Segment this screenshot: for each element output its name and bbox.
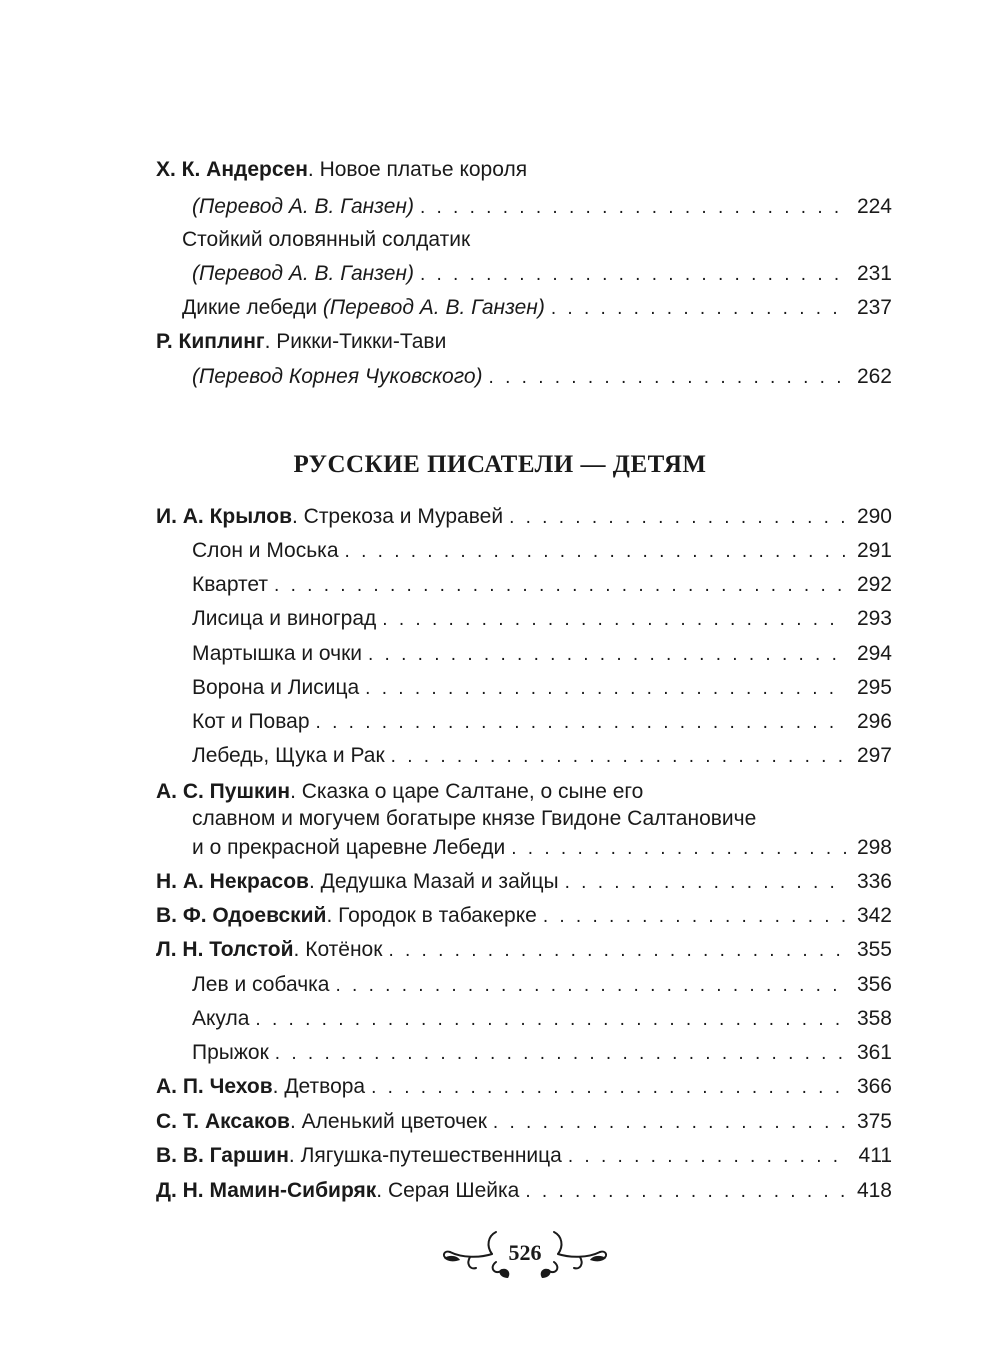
toc-page: 375 xyxy=(856,1110,892,1133)
toc-entry xyxy=(192,362,892,393)
toc-entry xyxy=(156,867,892,898)
toc-entry xyxy=(156,1141,892,1172)
leader-dots xyxy=(509,503,846,533)
toc-author: Н. А. Некрасов xyxy=(156,870,309,893)
toc-author: В. Ф. Одоевский xyxy=(156,904,327,927)
toc-author: Х. К. Андерсен xyxy=(156,158,308,181)
toc-title: . Серая Шейка xyxy=(376,1179,520,1202)
toc-entry xyxy=(192,804,892,834)
toc-author: С. Т. Аксаков xyxy=(156,1110,290,1133)
toc-entry xyxy=(156,327,896,357)
toc-entry xyxy=(182,293,892,324)
toc-author: Д. Н. Мамин-Сибиряк xyxy=(156,1179,377,1202)
page-number: 526 xyxy=(508,1240,542,1265)
leader-dots xyxy=(274,571,846,601)
toc-title: Стойкий оловянный солдатик xyxy=(182,228,471,251)
leader-dots xyxy=(345,537,846,567)
toc-page: 262 xyxy=(856,365,892,388)
toc-title: . Лягушка-путешественница xyxy=(288,1144,562,1167)
toc-entry xyxy=(192,639,892,670)
toc-title: Прыжок xyxy=(192,1041,269,1064)
leader-dots xyxy=(371,1073,846,1103)
toc-title: . Сказка о царе Салтане, о сыне его xyxy=(290,780,644,803)
toc-entry xyxy=(192,536,892,567)
toc-translation: (Перевод А. В. Ганзен) xyxy=(322,296,545,319)
toc-entry xyxy=(192,741,892,772)
leader-dots xyxy=(391,742,846,772)
toc-entry xyxy=(156,777,892,807)
toc-page: 298 xyxy=(856,836,892,859)
toc-title: Квартет xyxy=(192,573,269,596)
toc-entry xyxy=(156,935,892,966)
toc-page: 237 xyxy=(856,296,892,319)
toc-entry xyxy=(192,259,892,290)
toc-page: 224 xyxy=(856,195,892,218)
leader-dots xyxy=(511,834,846,864)
leader-dots xyxy=(420,193,846,223)
toc-entry xyxy=(156,901,892,932)
page-number-ornament xyxy=(440,1224,610,1288)
toc-entry xyxy=(192,970,892,1001)
toc-title: Лисица и виноград xyxy=(192,607,377,630)
toc-translation: (Перевод А. В. Ганзен) xyxy=(192,195,414,218)
toc-title: . Рикки-Тикки-Тави xyxy=(264,330,447,353)
toc-title: . Котёнок xyxy=(293,938,383,961)
toc-title: Лебедь, Щука и Рак xyxy=(192,744,385,767)
toc-page: 411 xyxy=(858,1144,892,1167)
toc-title: . Детвора xyxy=(272,1075,366,1098)
toc-entry xyxy=(192,1038,892,1069)
toc-page: 361 xyxy=(856,1041,892,1064)
toc-entry xyxy=(156,155,896,185)
leader-dots xyxy=(316,708,846,738)
leader-dots xyxy=(543,902,846,932)
toc-page: 296 xyxy=(856,710,892,733)
toc-entry xyxy=(182,225,892,255)
toc-entry xyxy=(192,1004,892,1035)
leader-dots xyxy=(525,1177,846,1207)
toc-title: Акула xyxy=(192,1007,250,1030)
toc-entry xyxy=(192,673,892,704)
toc-author: Р. Киплинг xyxy=(156,330,265,353)
toc-title: . Аленький цветочек xyxy=(289,1110,487,1133)
toc-title: Кот и Повар xyxy=(192,710,310,733)
toc-author: Л. Н. Толстой xyxy=(156,938,294,961)
leader-dots xyxy=(335,971,846,1001)
toc-entry xyxy=(156,1072,892,1103)
toc-page: 355 xyxy=(856,938,892,961)
toc-translation: (Перевод А. В. Ганзен) xyxy=(192,262,414,285)
toc-title: Слон и Моська xyxy=(192,539,339,562)
toc-author: А. С. Пушкин xyxy=(156,780,291,803)
toc-title: . Городок в табакерке xyxy=(326,904,537,927)
toc-entry xyxy=(192,604,892,635)
toc-entry xyxy=(192,570,892,601)
toc-title: Дикие лебеди xyxy=(182,296,318,319)
toc-entry xyxy=(192,707,892,738)
section-heading: РУССКИЕ ПИСАТЕЛИ — ДЕТЯМ xyxy=(293,451,707,478)
leader-dots xyxy=(420,260,846,290)
leader-dots xyxy=(365,674,846,704)
toc-title: Мартышка и очки xyxy=(192,642,362,665)
toc-page: 293 xyxy=(856,607,892,630)
toc-page: 336 xyxy=(856,870,892,893)
leader-dots xyxy=(565,868,846,898)
toc-page: 291 xyxy=(856,539,892,562)
toc-title: Лев и собачка xyxy=(192,973,330,996)
leader-dots xyxy=(568,1142,846,1172)
toc-entry xyxy=(192,192,892,223)
toc-author: А. П. Чехов xyxy=(156,1075,273,1098)
toc-entry xyxy=(156,502,892,533)
leader-dots xyxy=(388,936,846,966)
toc-entry xyxy=(156,1107,892,1138)
toc-title: . Новое платье короля xyxy=(307,158,528,181)
toc-page: 297 xyxy=(856,744,892,767)
leader-dots xyxy=(255,1005,846,1035)
toc-page: 290 xyxy=(856,505,892,528)
toc-title: Ворона и Лисица xyxy=(192,676,360,699)
toc-page: 295 xyxy=(856,676,892,699)
toc-page: 366 xyxy=(856,1075,892,1098)
leader-dots xyxy=(489,363,846,393)
leader-dots xyxy=(382,605,846,635)
toc-entry xyxy=(156,1176,892,1207)
toc-entry xyxy=(192,833,892,864)
toc-title: . Дедушка Мазай и зайцы xyxy=(308,870,559,893)
leader-dots xyxy=(368,640,846,670)
toc-translation: (Перевод Корнея Чуковского) xyxy=(192,365,483,388)
leader-dots xyxy=(275,1039,846,1069)
toc-page: 294 xyxy=(856,642,892,665)
toc-title: . Стрекоза и Муравей xyxy=(291,505,504,528)
toc-page: 292 xyxy=(856,573,892,596)
toc-title: славном и могучем богатыре князе Гвидоне Салтановиче xyxy=(192,807,757,830)
toc-title: и о прекрасной царевне Лебеди xyxy=(192,836,506,859)
toc-page: 358 xyxy=(856,1007,892,1030)
toc-author: В. В. Гаршин xyxy=(156,1144,289,1167)
leader-dots xyxy=(551,294,846,324)
toc-page: 356 xyxy=(856,973,892,996)
toc-page: 418 xyxy=(856,1179,892,1202)
toc-page: 342 xyxy=(856,904,892,927)
leader-dots xyxy=(493,1108,846,1138)
toc-author: И. А. Крылов xyxy=(156,505,292,528)
toc-page: 231 xyxy=(856,262,892,285)
